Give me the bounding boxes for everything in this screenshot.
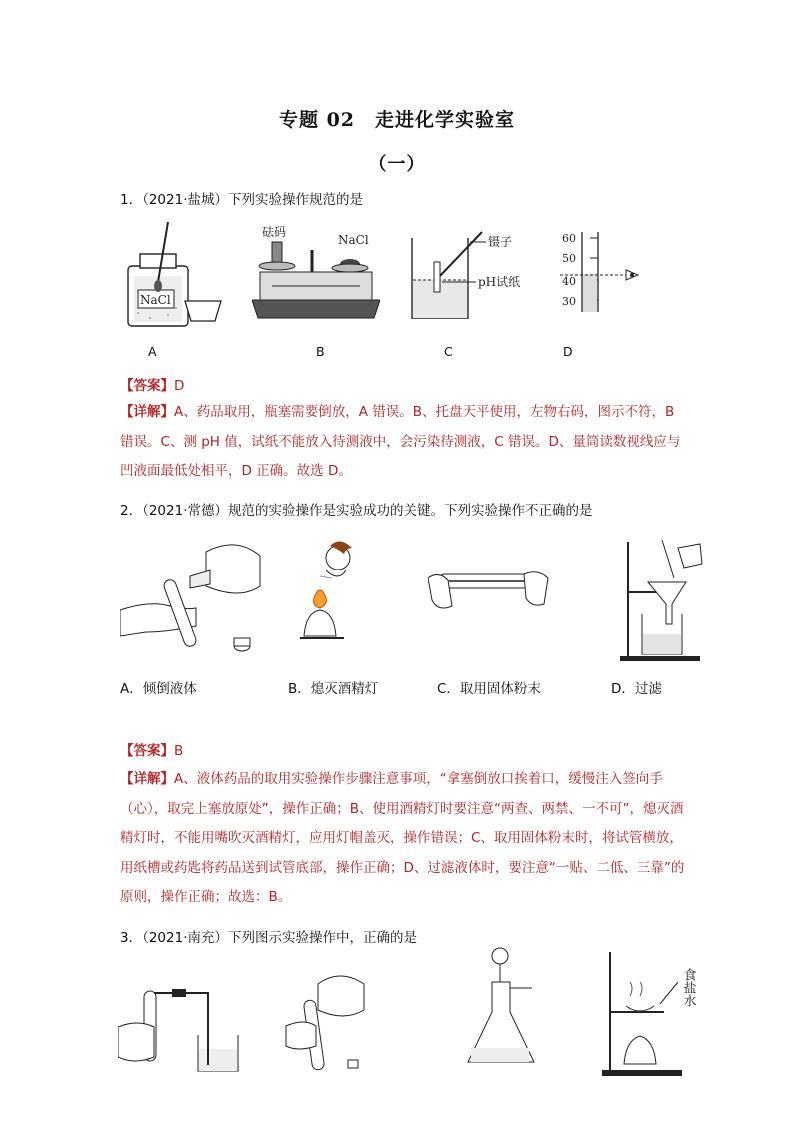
q2-option-a: A．倾倒液体 [120, 681, 197, 697]
q2-figure-c [428, 560, 550, 620]
q2-figure-a [120, 540, 270, 660]
nacl-label-scale: NaCl [338, 233, 369, 247]
nacl-label-bottle: NaCl [140, 293, 171, 307]
q2-option-b: B．熄灭酒精灯 [288, 681, 379, 697]
q1-option-b: B [316, 344, 325, 359]
q1-stem: 1．（2021·盐城）下列实验操作规范的是 [120, 192, 363, 208]
q1-option-d: D [563, 344, 573, 359]
q1-figure-a [120, 218, 230, 330]
cyl-mark-40: 40 [562, 275, 576, 288]
q2-explanation [120, 765, 690, 913]
q2-figure-b [300, 540, 370, 645]
q2-answer-tag: 【答案】 [120, 743, 174, 759]
page-title: 专题 02 走进化学实验室 [278, 109, 516, 131]
cyl-mark-50: 50 [562, 252, 576, 265]
q3-figure-a [118, 975, 248, 1075]
q2-option-c: C．取用固体粉末 [437, 681, 541, 697]
q1-answer [120, 374, 184, 394]
cyl-mark-30: 30 [562, 295, 576, 308]
q1-figure-b [252, 220, 380, 330]
q2-option-d: D．过滤 [611, 681, 662, 697]
q3-figure-b [282, 970, 382, 1080]
q2-figure-d [618, 538, 708, 662]
q1-answer-value: D [174, 378, 185, 394]
tweezers-label: 镊子 [488, 235, 513, 249]
q1-figure-d [560, 230, 650, 316]
q3-stem: 3．（2021·南充）下列图示实验操作中，正确的是 [120, 930, 417, 946]
salt-water-label: 食盐水 [680, 968, 696, 1007]
q2-detail-text: A、液体药品的取用实验操作步骤注意事项，“拿塞倒放口挨着口，缓慢注入签向手（心），取完上塞放原处”，操作正确；B、使用酒精灯时要注意“两查、两禁、一不可”，熄灭酒精灯时，不能用嘴吹灭酒精灯，应用灯帽盖灭，操作错误；C、取用固体粉末时，将试管横放，用纸槽或药匙将药品送到试管底部，操作正确；D、过滤液体时，要注意“一贴、二低、三靠”的原则，操作正确；故选：B。 [120, 771, 685, 905]
q2-stem: 2．（2021·常德）规范的实验操作是实验成功的关键。下列实验操作不正确的是 [120, 503, 593, 519]
ph-paper-label: pH试纸 [478, 275, 521, 289]
weights-label: 砝码 [262, 225, 287, 239]
cyl-mark-60: 60 [562, 232, 576, 245]
q3-figure-c [462, 942, 542, 1077]
q1-explanation [120, 398, 690, 487]
q1-detail-tag: 【详解】 [120, 404, 174, 420]
q1-option-c: C [444, 344, 453, 359]
q2-detail-tag: 【详解】 [120, 771, 174, 787]
q2-answer [120, 739, 183, 759]
page-subtitle: （一） [368, 154, 426, 175]
q1-figure-c [408, 228, 538, 324]
q2-answer-value: B [174, 743, 184, 759]
q1-option-a: A [148, 344, 157, 359]
q1-detail-text: A、药品取用，瓶塞需要倒放，A 错误。B、托盘天平使用，左物右码，图示不符，B 错误。C、测 pH 值，试纸不能放入待测液中，会污染待测液，C 错误。D、量筒读数视线应与凹液面最低处相平，D 正确。故选 D。 [120, 404, 681, 479]
q1-answer-tag: 【答案】 [120, 378, 174, 394]
q3-figure-d [600, 948, 720, 1078]
